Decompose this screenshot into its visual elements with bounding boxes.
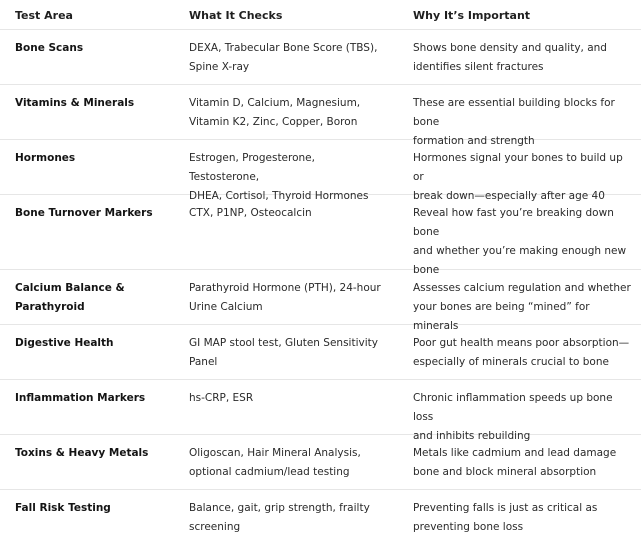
cell-test-area: Calcium Balance & Parathyroid: [15, 282, 125, 313]
table-row: [0, 380, 641, 442]
cell-test-area: Inflammation Markers: [15, 392, 146, 404]
cell-test-area: Fall Risk Testing: [15, 502, 111, 514]
cell-what-it-checks: hs-CRP, ESR: [189, 392, 254, 404]
cell-why-important: These are essential building blocks for bone formation and strength: [413, 97, 615, 147]
cell-why-important: Preventing falls is just as critical as preventing bone loss: [413, 502, 598, 533]
cell-why-important: Hormones signal your bones to build up or break down—especially after age 40: [413, 152, 623, 202]
cell-what-it-checks: Estrogen, Progesterone, Testosterone, DHEA, Cortisol, Thyroid Hormones: [189, 152, 369, 202]
cell-test-area: Hormones: [15, 152, 76, 164]
cell-what-it-checks: Balance, gait, grip strength, frailty screening: [189, 502, 370, 533]
cell-what-it-checks: GI MAP stool test, Gluten Sensitivity Panel: [189, 337, 378, 368]
header-why-important: Why It’s Important: [413, 9, 531, 22]
cell-why-important: Shows bone density and quality, and identifies silent fractures: [413, 42, 607, 73]
table-row: [0, 325, 641, 380]
cell-test-area: Toxins & Heavy Metals: [15, 447, 149, 459]
cell-why-important: Chronic inflammation speeds up bone loss and inhibits rebuilding: [413, 392, 613, 442]
cell-what-it-checks: CTX, P1NP, Osteocalcin: [189, 207, 312, 219]
cell-why-important: Assesses calcium regulation and whether your bones are being “mined” for minerals: [413, 282, 631, 332]
cell-why-important: Metals like cadmium and lead damage bone and block mineral absorption: [413, 447, 617, 478]
cell-why-important: Reveal how fast you’re breaking down bone and whether you’re making enough new bone: [413, 207, 627, 276]
table-row: [0, 85, 641, 147]
cell-what-it-checks: Oligoscan, Hair Mineral Analysis, optional cadmium/lead testing: [189, 447, 361, 478]
table-row: [0, 435, 641, 490]
table-header-row: [0, 0, 641, 30]
table-row: [0, 270, 641, 332]
table-row: [0, 30, 641, 85]
cell-what-it-checks: Vitamin D, Calcium, Magnesium, Vitamin K2, Zinc, Copper, Boron: [189, 97, 361, 128]
cell-what-it-checks: Parathyroid Hormone (PTH), 24-hour Urine Calcium: [189, 282, 381, 313]
table-row: [0, 195, 641, 276]
cell-what-it-checks: DEXA, Trabecular Bone Score (TBS), Spine X-ray: [189, 42, 378, 73]
table-row: [0, 140, 641, 202]
table-row: [0, 490, 641, 540]
header-test-area: Test Area: [15, 9, 73, 22]
cell-test-area: Vitamins & Minerals: [15, 97, 135, 109]
cell-test-area: Digestive Health: [15, 337, 114, 349]
cell-why-important: Poor gut health means poor absorption— especially of minerals crucial to bone: [413, 337, 630, 368]
cell-test-area: Bone Scans: [15, 42, 84, 54]
cell-test-area: Bone Turnover Markers: [15, 207, 153, 219]
header-what-it-checks: What It Checks: [189, 9, 283, 22]
